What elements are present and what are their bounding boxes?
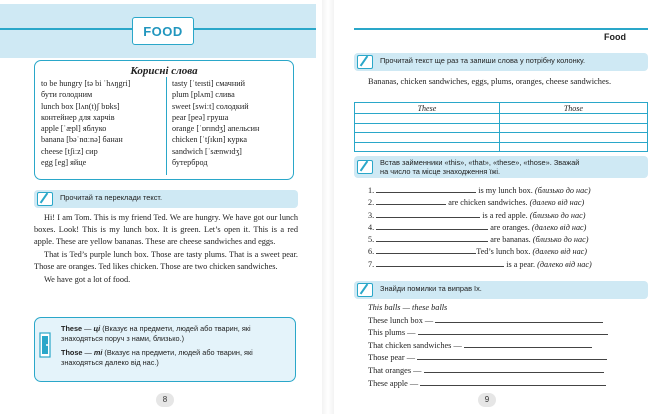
left-page [0,0,316,414]
vocab-divider [166,77,167,175]
note-dash: — [82,348,94,357]
right-page [340,0,650,414]
answer-blank[interactable] [376,234,488,242]
column-header-those: Those [499,103,647,114]
fill-item [368,222,648,234]
word-list-sentence: Bananas, chicken sandwiches, eggs, plums, oranges, cheese sandwiches. [368,77,612,86]
item-text: are oranges. [488,222,532,232]
vocab-entry: бути голодним [41,90,93,100]
item-number: 7. [368,259,375,269]
error-phrase: Those pear — [368,353,415,363]
reading-text [34,212,298,287]
vocab-entry: egg [eg] яйце [41,158,87,168]
answer-blank[interactable] [376,259,504,267]
vocab-entry: apple [ˈæpl] яблуко [41,124,107,134]
reading-paragraph: That is Ted’s purple lunch box. Those are tasty plums. That is a sweet pear. Those are oranges. Ted likes chicken. Those are two chicken sandwiches. [34,250,298,271]
vocab-entry: sandwich [ˈsænwɪdʒ] [172,146,242,156]
pencil-task-icon [37,192,53,206]
fill-item [368,185,648,197]
item-number: 6. [368,247,375,257]
grammar-note-text [61,324,293,368]
note-these [61,324,293,344]
pencil-task-icon [357,283,373,297]
error-item [368,352,648,365]
vocab-entry: pear [peə] груша [172,112,229,122]
vocab-column-1 [41,78,130,168]
vocab-column-2 [172,78,259,168]
task-columns-bar [354,53,648,71]
answer-blank[interactable] [464,340,592,348]
vocab-entry: orange [ˈɒrɪndʒ] апельсин [172,124,260,134]
item-number: 4. [368,222,375,232]
item-hint: (далеко від нас) [532,247,588,257]
pencil-task-icon [357,55,373,69]
note-those-word: Those [61,348,83,357]
useful-words-box [34,60,294,180]
item-number: 3. [368,210,375,220]
note-those-explanation: (Вказує на предмети, людей або тварин, які знаходяться далеко від нас.) [61,348,253,367]
example-text: This balls — these balls [368,303,448,312]
vocab-entry: бутерброд [172,158,208,168]
item-text: is my lunch box. [476,186,535,195]
task-pronouns-line: на число та місце знаходження їжі. [380,167,501,176]
answer-cell[interactable] [355,114,500,124]
item-hint: (далеко від нас) [529,198,585,208]
answer-blank[interactable] [435,315,603,323]
fill-item [368,210,648,222]
note-dash: — [82,324,94,333]
fill-item [368,197,648,209]
item-hint: (далеко від нас) [537,259,592,269]
item-hint: (близько до нас) [534,186,591,195]
unit-title-box [132,17,194,45]
note-these-translation: ці [93,324,101,333]
item-hint: (близько до нас) [529,210,586,220]
fill-item [368,234,648,246]
item-number: 5. [368,235,375,245]
answer-blank[interactable] [376,246,476,254]
column-header-these: These [355,103,500,114]
vocab-entry: chicken [ˈtʃɪkɪn] курка [172,135,248,145]
door-icon [39,332,53,358]
answer-cell[interactable] [499,133,647,143]
reading-paragraph: Hi! I am Tom. This is my friend Ted. We are hungry. We have got our lunch boxes. Look! This is my lunch box. It is green. Let’s open it. This is a red apple. These are yellow bananas. These are cheese sandwiches and eggs. [34,213,298,246]
task-columns-text: Прочитай текст ще раз та запиши слова у потрібну колонку. [380,56,586,65]
item-hint: (далеко від нас) [531,222,587,232]
answer-blank[interactable] [417,352,607,360]
answer-blank[interactable] [424,365,604,373]
pencil-task-icon [357,160,373,174]
vocab-entry: sweet [swiːt] солодкий [172,101,249,111]
answer-cell[interactable] [355,142,500,152]
vocab-entry: plum [plʌm] слива [172,90,235,100]
reading-paragraph: We have got a lot of food. [44,275,131,284]
vocab-entry: cheese [tʃiːz] сир [41,146,98,156]
note-these-explanation: (Вказує на предмети, людей або тварин, які знаходяться поруч з нами, близько.) [61,324,251,343]
item-number: 2. [368,198,375,208]
item-text: are chicken sandwiches. [446,198,530,208]
answer-blank[interactable] [376,185,476,193]
item-text: Ted’s lunch box. [476,247,533,257]
error-item [368,340,648,353]
note-those-translation: ті [93,348,103,357]
vocab-entry: lunch box [lʌn(t)ʃ bɒks] [41,101,120,111]
page-number: 8 [156,393,174,407]
page-number: 9 [478,393,496,407]
error-phrase: That chicken sandwiches — [368,340,462,350]
error-phrase: These lunch box — [368,315,434,325]
item-hint: (близько до нас) [532,235,589,245]
vocab-entry: banana [bəˈnɑːnə] банан [41,135,123,145]
answer-cell[interactable] [355,133,500,143]
running-header: Food [604,32,626,42]
answer-cell[interactable] [355,123,500,133]
answer-blank[interactable] [376,210,480,218]
task-pronouns-text [380,158,579,176]
error-item [368,378,648,391]
error-phrase: This plums — [368,328,416,338]
answer-cell[interactable] [499,123,647,133]
answer-cell[interactable] [499,114,647,124]
vocab-entry: to be hungry [tə bi ˈhʌŋgri] [41,79,131,88]
error-phrase: These apple — [368,378,419,388]
book-gutter [322,0,334,414]
item-text: is a red apple. [480,210,530,220]
note-these-word: These [61,324,83,333]
fill-item [368,246,648,258]
header-rule [354,28,648,30]
item-text: is a pear. [504,259,538,269]
answer-blank[interactable] [376,222,488,230]
task-pronouns-bar [354,156,648,178]
fill-item [368,259,648,271]
error-item [368,365,648,378]
useful-words-title: Корисні слова [130,65,198,77]
error-item [368,315,648,328]
task-read-bar [34,190,298,208]
task-errors-text: Знайди помилки та виправ їх. [380,284,482,293]
example-line [368,302,648,315]
answer-blank[interactable] [420,378,606,386]
task-read-text: Прочитай та переклади текст. [60,193,163,202]
note-those [61,348,293,368]
task-errors-bar [354,281,648,299]
error-phrase: That oranges — [368,365,422,375]
vocab-entry: контейнер для харчів [41,112,115,122]
error-correction-exercise [368,302,648,390]
fill-in-exercise [368,185,648,271]
these-those-table [354,102,648,152]
vocab-entry: tasty [ˈteɪsti] смачний [172,79,245,88]
answer-blank[interactable] [418,327,608,335]
item-text: are bananas. [488,235,533,245]
task-pronouns-line: Встав займенники «this», «that», «these», «those». Зважай [380,158,580,167]
error-item [368,327,648,340]
unit-title: FOOD [143,23,183,39]
item-number: 1. [368,186,375,195]
answer-blank[interactable] [376,197,446,205]
grammar-note-box [34,317,296,382]
answer-cell[interactable] [499,142,647,152]
